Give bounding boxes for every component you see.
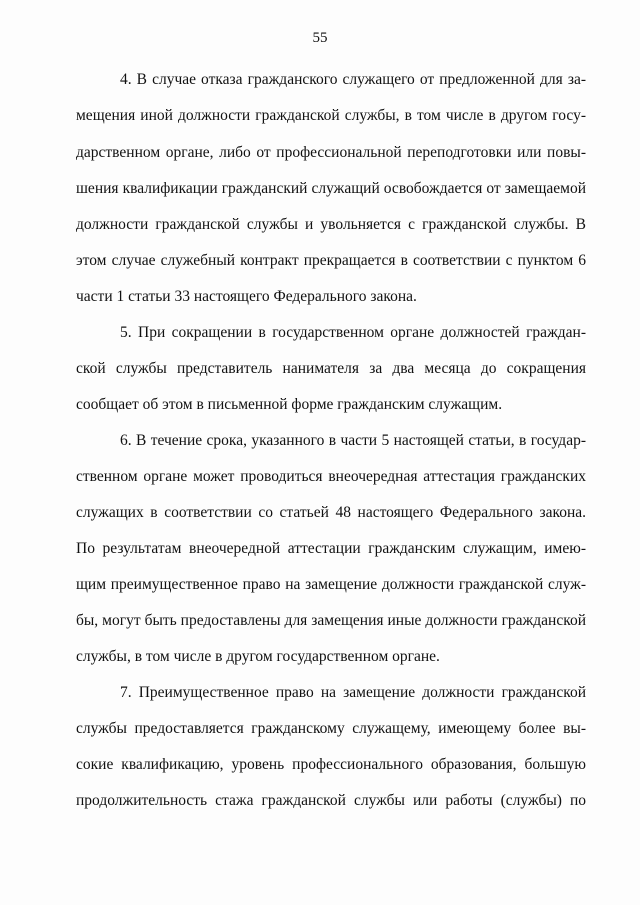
paragraph-7-line-1: 7. Преимущественное право на замещение должности гражданской — [120, 684, 586, 701]
paragraph-4-line-2: мещения иной должности гражданской службы, в том числе в другом госу- — [76, 107, 586, 124]
paragraph-6-line-6: бы, могут быть предоставлены для замещения иные должности гражданской — [76, 612, 586, 629]
paragraph-7-line-2: службы предоставляется гражданскому служащему, имеющему более вы- — [76, 720, 586, 737]
paragraph-4-line-7: части 1 статьи 33 настоящего Федерального закона. — [76, 288, 417, 305]
paragraph-7-line-4: продолжительность стажа гражданской службы или работы (службы) по — [76, 792, 586, 809]
paragraph-6-line-3: служащих в соответствии со статьей 48 настоящего Федерального закона. — [76, 504, 586, 521]
paragraph-4-line-4: шения квалификации гражданский служащий освобождается от замещаемой — [76, 180, 586, 197]
paragraph-5-line-1: 5. При сокращении в государственном органе должностей граждан- — [120, 324, 586, 341]
paragraph-4-line-6: этом случае служебный контракт прекращается в соответствии с пунктом 6 — [76, 252, 586, 269]
paragraph-6-line-1: 6. В течение срока, указанного в части 5 настоящей статьи, в государ- — [120, 432, 586, 449]
paragraph-6-line-4: По результатам внеочередной аттестации гражданским служащим, имею- — [76, 540, 586, 557]
paragraph-5-line-3: сообщает об этом в письменной форме гражданским служащим. — [76, 396, 503, 413]
paragraph-4-line-3: дарственном органе, либо от профессиональной переподготовки или повы- — [76, 144, 586, 161]
page-number: 55 — [312, 30, 328, 46]
paragraph-4-line-1: 4. В случае отказа гражданского служащего от предложенной для за- — [120, 71, 586, 88]
paragraph-4-line-5: должности гражданской службы и увольняется с гражданской службы. В — [76, 216, 586, 233]
paragraph-6-line-5: щим преимущественное право на замещение должности гражданской служ- — [76, 576, 586, 593]
paragraph-6-line-2: ственном органе может проводиться внеочередная аттестация гражданских — [76, 468, 586, 485]
paragraph-6-line-7: службы, в том числе в другом государственном органе. — [76, 648, 440, 665]
paragraph-7-line-3: сокие квалификацию, уровень профессионального образования, большую — [76, 756, 586, 773]
paragraph-5-line-2: ской службы представитель нанимателя за два месяца до сокращения — [76, 360, 586, 377]
